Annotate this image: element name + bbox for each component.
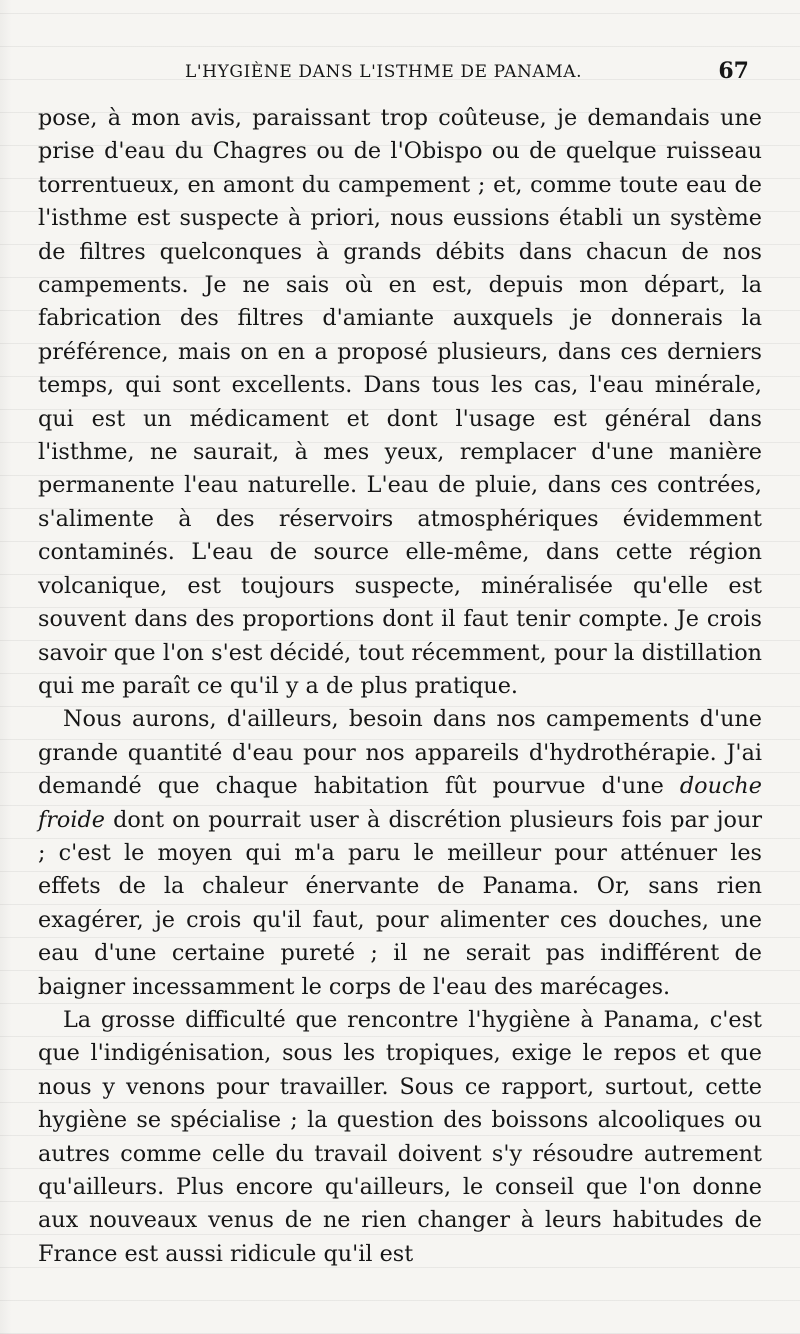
page-header	[38, 58, 762, 94]
paragraph-1-text: pose, à mon avis, paraissant trop coûteuse, je demandais une prise d'eau du Chagres ou de l'Obispo ou de quelque ruisseau torrentueux, en amont du campement ; et, comme toute eau de l'isthme est suspecte à priori, nous eussions établi un système de filtres quelconques à grands débits dans chacun de nos campements. Je ne sais où en est, depuis mon départ, la fabrication des filtres d'amiante auxquels je donnerais la préférence, mais on en a proposé plusieurs, dans ces derniers temps, qui sont excellents. Dans tous les cas, l'eau minérale, qui est un médicament et dont l'usage est général dans l'isthme, ne saurait, à mes yeux, remplacer d'une manière permanente l'eau naturelle. L'eau de pluie, dans ces contrées, s'alimente à des réservoirs atmosphériques évidemment contaminés. L'eau de source elle-même, dans cette région volcanique, est toujours suspecte, minéralisée qu'elle est souvent dans des proportions dont il faut tenir compte. Je crois savoir que l'on s'est décidé, tout récemment, pour la distillation qui me paraît ce qu'il y a de plus pratique.	[38, 105, 762, 699]
main-text	[38, 102, 762, 1271]
paragraph-1	[38, 102, 762, 703]
running-title: L'HYGIÈNE DANS L'ISTHME DE PANAMA.	[185, 62, 583, 82]
paragraph-2	[38, 703, 762, 1004]
paragraph-2-emphasis: douche froide	[38, 773, 762, 833]
paragraph-2-text-after: dont on pourrait user à discrétion plusieurs fois par jour ; c'est le moyen qui m'a paru le meilleur pour atténuer les effets de la chaleur énervante de Panama. Or, sans rien exagérer, je crois qu'il faut, pour alimenter ces douches, une eau d'une certaine pureté ; il ne serait pas indifférent de baigner incessamment le corps de l'eau des marécages.	[38, 806, 762, 1000]
page-number: 67	[718, 58, 749, 84]
paragraph-3	[38, 1004, 762, 1271]
paragraph-2-text-before: Nous aurons, d'ailleurs, besoin dans nos campements d'une grande quantité d'eau pour nos appareils d'hydrothérapie. J'ai demandé que chaque habitation fût pourvue d'une	[38, 706, 762, 800]
paragraph-3-text: La grosse difficulté que rencontre l'hygiène à Panama, c'est que l'indigénisation, sous les tropiques, exige le repos et que nous y venons pour travailler. Sous ce rapport, surtout, cette hygiène se spécialise ; la question des boissons alcooliques ou autres comme celle du travail doivent s'y résoudre autrement qu'ailleurs. Plus encore qu'ailleurs, le conseil que l'on donne aux nouveaux venus de ne rien changer à leurs habitudes de France est aussi ridicule qu'il est	[38, 1006, 762, 1267]
